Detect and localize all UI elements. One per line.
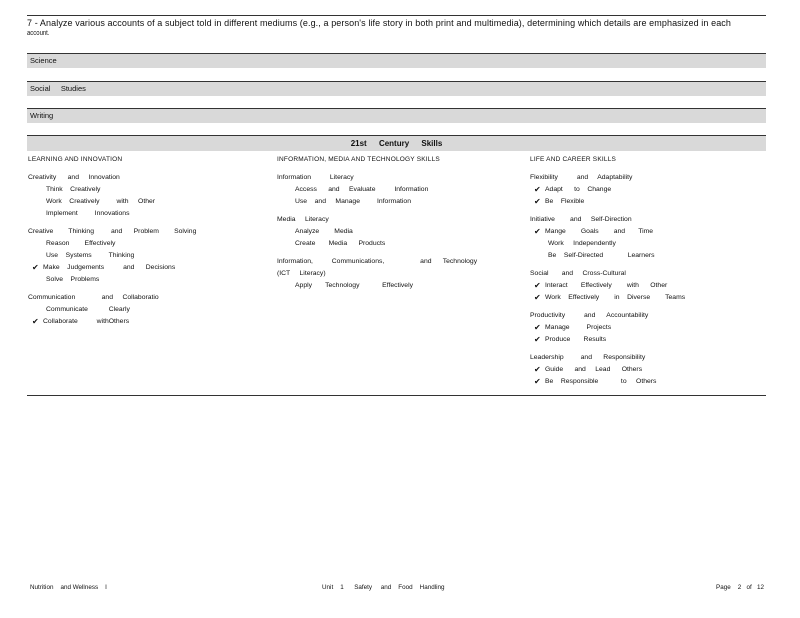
skill-group — [277, 172, 517, 208]
skill-group — [530, 214, 766, 262]
skill-item — [530, 292, 766, 304]
checkmark-icon: ✔ — [534, 323, 541, 332]
skills-column-information — [277, 154, 517, 298]
skill-group — [530, 268, 766, 304]
skill-group-title: Productivity and Accountability — [530, 312, 649, 319]
skill-group-title: Flexibility and Adaptability — [530, 174, 633, 181]
skill-item-label: Guide and Lead Others — [545, 366, 643, 373]
skill-group-title: Information, Communications, and Technology (ICT Literacy) — [277, 258, 478, 277]
standard-text — [27, 15, 766, 38]
standard-main-line: 7 - Analyze various accounts of a subject told in different mediums (e.g., a person's life story in both print and multimedia), determining which details are emphasized in each — [27, 18, 732, 28]
skill-item — [530, 196, 766, 208]
skill-group — [530, 172, 766, 208]
skill-item-label: Work Effectively in Diverse Teams — [545, 294, 686, 301]
skill-group — [530, 310, 766, 346]
skill-item — [530, 226, 766, 238]
footer-unit: Unit 1 Safety and Food Handling — [322, 584, 445, 591]
checkmark-icon: ✔ — [32, 317, 39, 326]
skill-item — [530, 376, 766, 388]
skill-item — [28, 274, 268, 286]
checkmark-icon: ✔ — [534, 335, 541, 344]
skill-item — [277, 280, 517, 292]
skill-item-label: Adapt to Change — [545, 186, 612, 193]
skill-group-title: Creative Thinking and Problem Solving — [28, 228, 197, 235]
skill-item-label: Work Independently — [548, 240, 616, 247]
skill-item-label: Be Flexible — [545, 198, 585, 205]
column-heading: LIFE AND CAREER SKILLS — [530, 156, 617, 163]
skill-item — [277, 238, 517, 250]
checkmark-icon: ✔ — [534, 293, 541, 302]
skill-item-label: Create Media Products — [295, 240, 386, 247]
skill-item — [530, 250, 766, 262]
skill-item-label: Mange Goals and Time — [545, 228, 654, 235]
skill-item — [277, 226, 517, 238]
skill-item-label: Implement Innovations — [46, 210, 130, 217]
skill-group-title: Initiative and Self-Direction — [530, 216, 632, 223]
footer-course: Nutrition and Wellness I — [30, 584, 107, 591]
skill-group — [28, 292, 268, 328]
skill-item — [530, 334, 766, 346]
skill-item-label: Use and Manage Information — [295, 198, 411, 205]
skill-item — [277, 184, 517, 196]
skill-item — [28, 238, 268, 250]
skill-item-label: Think Creatively — [46, 186, 101, 193]
skill-item — [530, 280, 766, 292]
writing-band: Writing — [27, 109, 766, 123]
skill-group-title: Media Literacy — [277, 216, 329, 223]
checkmark-icon: ✔ — [534, 185, 541, 194]
skill-item — [277, 196, 517, 208]
skill-group-title: Social and Cross-Cultural — [530, 270, 626, 277]
skill-group — [28, 226, 268, 286]
skill-item-label: Apply Technology Effectively — [295, 282, 413, 289]
skill-item-label: Solve Problems — [46, 276, 100, 283]
skill-item-label: Communicate Clearly — [46, 306, 130, 313]
skills-column-learning — [28, 154, 268, 334]
skill-group-title: Information Literacy — [277, 174, 354, 181]
skill-item-label: Access and Evaluate Information — [295, 186, 429, 193]
skill-group — [530, 352, 766, 388]
skills-title: 21st Century Skills — [27, 136, 766, 151]
column-heading: LEARNING AND INNOVATION — [28, 156, 123, 163]
skill-item-label: Be Self-Directed Learners — [548, 252, 655, 259]
skill-item — [530, 364, 766, 376]
section-bottom-rule — [27, 395, 766, 396]
skill-group — [277, 256, 517, 292]
skill-item-label: Manage Projects — [545, 324, 612, 331]
checkmark-icon: ✔ — [534, 365, 541, 374]
skill-item — [28, 316, 268, 328]
skill-group-title: Communication and Collaboratio — [28, 294, 159, 301]
checkmark-icon: ✔ — [534, 227, 541, 236]
skill-group — [28, 172, 268, 220]
skill-item — [530, 184, 766, 196]
checkmark-icon: ✔ — [534, 197, 541, 206]
skill-group-title: Leadership and Responsibility — [530, 354, 646, 361]
skill-item — [28, 262, 268, 274]
skill-item — [28, 196, 268, 208]
skill-item — [530, 322, 766, 334]
skill-item-label: Be Responsible to Others — [545, 378, 657, 385]
skill-item-label: Analyze Media — [295, 228, 353, 235]
social-studies-label: Social Studies — [30, 84, 86, 93]
checkmark-icon: ✔ — [32, 263, 39, 272]
skill-item — [530, 238, 766, 250]
checkmark-icon: ✔ — [534, 281, 541, 290]
science-band: Science — [27, 54, 766, 68]
skills-column-life-career — [530, 154, 766, 394]
skill-item-label: Collaborate withOthers — [43, 318, 130, 325]
skill-group-title: Creativity and Innovation — [28, 174, 120, 181]
skill-item-label: Use Systems Thinking — [46, 252, 135, 259]
skill-item — [28, 208, 268, 220]
skill-group — [277, 214, 517, 250]
checkmark-icon: ✔ — [534, 377, 541, 386]
skill-item-label: Make Judgements and Decisions — [43, 264, 176, 271]
skill-item-label: Interact Effectively with Other — [545, 282, 668, 289]
social-studies-band — [27, 82, 766, 96]
skill-item-label: Work Creatively with Other — [46, 198, 156, 205]
standard-continuation: account. — [27, 30, 50, 37]
footer-page-number: Page 2 of 12 — [716, 584, 764, 591]
skill-item — [28, 250, 268, 262]
skill-item-label: Reason Effectively — [46, 240, 116, 247]
skill-item — [28, 304, 268, 316]
skill-item — [28, 184, 268, 196]
skill-item-label: Produce Results — [545, 336, 607, 343]
column-heading: INFORMATION, MEDIA AND TECHNOLOGY SKILLS — [277, 156, 440, 163]
